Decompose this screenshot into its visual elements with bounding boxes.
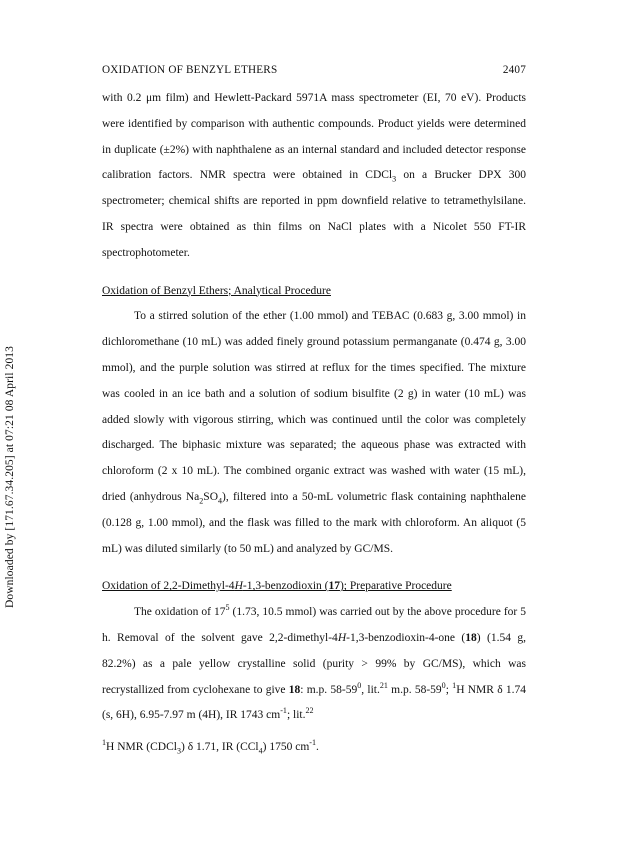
paragraph-literature-data: $^1$H NMR (CDCl$_3$) δ 1.71, IR (CCl$_4$) 1750 $cm^{-1}$.	[102, 738, 319, 756]
section-heading-analytical: Oxidation of Benzyl Ethers; Analytical Procedure	[102, 284, 331, 297]
page-number: 2407	[502, 64, 526, 76]
paragraph-instruments: with 0.2 μm film) and Hewlett-Packard 5971A mass spectrometer (EI, 70 eV). Products were identified by comparison with authentic compounds. Product yields were determined in duplicate (±2%) with naphthalene as an internal standard and included detector response calibration factors. NMR spectra were obtained in CDCl$_3$ on a Brucker DPX 300 spectrometer; chemical shifts are reported in ppm downfield relative to tetramethylsilane. IR spectra were obtained as thin films on NaCl plates with a Nicolet 550 FT-IR spectrophotometer.	[102, 92, 527, 259]
page-body	[102, 86, 526, 761]
download-watermark: Downloaded by [171.67.34.205] at 07:21 08 April 2013	[4, 345, 16, 608]
section-heading-preparative: Oxidation of 2,2-Dimethyl-4H-1,3-benzodioxin (17); Preparative Procedure	[102, 580, 452, 593]
running-title: OXIDATION OF BENZYL ETHERS	[102, 64, 278, 76]
paragraph-preparative-procedure: The oxidation of $17^5$ (1.73, 10.5 mmol) was carried out by the above procedure for 5 h. Removal of the solvent gave 2,2-dimethyl-4H-1,3-benzodioxin-4-one (18) (1.54 g, 82.2%) as a pale yellow crystalline solid (purity > 99% by GC/MS), which was recrystallized from cyclohexane to give 18: m.p. $58-59^0$, lit.$^{21}$ m.p. $58-59^0$; $^1$H NMR δ 1.74 (s, 6H), 6.95-7.97 m (4H), IR 1743 $cm^{-1}$; lit.$^{22}$	[102, 603, 526, 722]
paragraph-analytical-procedure: To a stirred solution of the ether (1.00 mmol) and TEBAC (0.683 g, 3.00 mmol) in dichloromethane (10 mL) was added finely ground potassium permanganate (0.474 g, 3.00 mmol), and the purple solution was stirred at reflux for the times specified. The mixture was cooled in an ice bath and a solution of sodium bisulfite (2 g) in water (10 mL) was added slowly with vigorous stirring, which was continued until the color was completely discharged. The biphasic mixture was separated; the aqueous phase was extracted with chloroform (2 x 10 mL). The combined organic extract was washed with water (15 mL), dried (anhydrous $Na_2SO_4$), filtered into a 50-mL volumetric flask containing naphthalene (0.128 g, 1.00 mmol), and the flask was filled to the mark with chloroform. An aliquot (5 mL) was diluted similarly (to 50 mL) and analyzed by GC/MS.	[102, 310, 526, 555]
running-header	[102, 64, 526, 76]
